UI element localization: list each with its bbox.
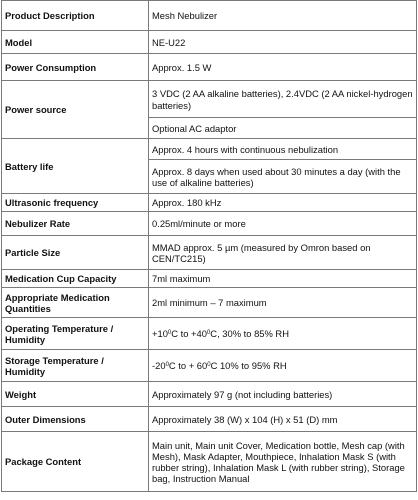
power-source-value-2: Optional AC adaptor: [149, 118, 417, 139]
operating-temp-degree-1: 0: [167, 330, 172, 337]
operating-temperature-label: Operating Temperature / Humidity: [2, 318, 149, 350]
model-value: NE-U22: [149, 31, 417, 54]
storage-temp-tail: C 10% to 95% RH: [210, 360, 287, 372]
row-model: [2, 31, 417, 54]
ultrasonic-frequency-label: Ultrasonic frequency: [2, 194, 149, 212]
row-power-source: [2, 81, 417, 118]
operating-temp-tail: C, 30% to 85% RH: [210, 328, 289, 340]
storage-temp-mid: C to + 60: [168, 360, 208, 372]
power-consumption-label: Power Consumption: [2, 54, 149, 81]
storage-temp-degree-1: 0: [165, 362, 169, 369]
medication-cup-capacity-value: 7ml maximum: [149, 270, 417, 288]
appropriate-medication-quantities-value: 2ml minimum – 7 maximum: [149, 288, 417, 318]
row-particle-size: [2, 236, 417, 270]
power-source-label: Power source: [2, 81, 149, 139]
operating-temp-mid: C to +40: [171, 328, 207, 340]
row-nebulizer-rate: [2, 212, 417, 236]
nebulizer-rate-label: Nebulizer Rate: [2, 212, 149, 236]
outer-dimensions-value: Approximately 38 (W) x 104 (H) x 51 (D) mm: [149, 407, 417, 432]
ultrasonic-frequency-value: Approx. 180 kHz: [149, 194, 417, 212]
battery-life-value-1: Approx. 4 hours with continuous nebulization: [149, 139, 417, 160]
storage-temp-t1: -20: [152, 360, 166, 372]
battery-life-value-2: Approx. 8 days when used about 30 minutes a day (with the use of alkaline batteries): [149, 160, 417, 194]
spec-table: [1, 0, 417, 492]
row-package-content: [2, 432, 417, 492]
row-medication-cup-capacity: [2, 270, 417, 288]
row-battery-life: [2, 139, 417, 160]
storage-temp-degree-2: 0: [207, 362, 211, 369]
outer-dimensions-label: Outer Dimensions: [2, 407, 149, 432]
package-content-value: Main unit, Main unit Cover, Medication bottle, Mesh cap (with Mesh), Mask Adapter, Mouthpiece, Inhalation Mask S (with rubber string), Inhalation Mask L (with rubber string), Storage bag, Instruction Manual: [149, 432, 417, 492]
product-description-value: Mesh Nebulizer: [149, 1, 417, 31]
power-consumption-value: Approx. 1.5 W: [149, 54, 417, 81]
battery-life-label: Battery life: [2, 139, 149, 194]
operating-temp-degree-2: 0: [206, 330, 211, 337]
package-content-label: Package Content: [2, 432, 149, 492]
weight-label: Weight: [2, 382, 149, 407]
row-appropriate-medication-quantities: [2, 288, 417, 318]
row-outer-dimensions: [2, 407, 417, 432]
row-operating-temperature: [2, 318, 417, 350]
appropriate-medication-quantities-label: Appropriate Medication Quantities: [2, 288, 149, 318]
row-product-description: [2, 1, 417, 31]
row-weight: [2, 382, 417, 407]
row-storage-temperature: [2, 350, 417, 382]
product-description-label: Product Description: [2, 1, 149, 31]
particle-size-label: Particle Size: [2, 236, 149, 270]
particle-size-value: MMAD approx. 5 µm (measured by Omron based on CEN/TC215): [149, 236, 417, 270]
row-ultrasonic-frequency: [2, 194, 417, 212]
weight-value: Approximately 97 g (not including batteries): [149, 382, 417, 407]
power-source-value-1: 3 VDC (2 AA alkaline batteries), 2.4VDC (2 AA nickel-hydrogen batteries): [149, 81, 417, 118]
operating-temp-t1: +10: [152, 328, 168, 340]
row-power-consumption: [2, 54, 417, 81]
nebulizer-rate-value: 0.25ml/minute or more: [149, 212, 417, 236]
operating-temperature-value: [149, 318, 417, 350]
model-label: Model: [2, 31, 149, 54]
storage-temperature-label: Storage Temperature / Humidity: [2, 350, 149, 382]
medication-cup-capacity-label: Medication Cup Capacity: [2, 270, 149, 288]
storage-temperature-value: [149, 350, 417, 382]
